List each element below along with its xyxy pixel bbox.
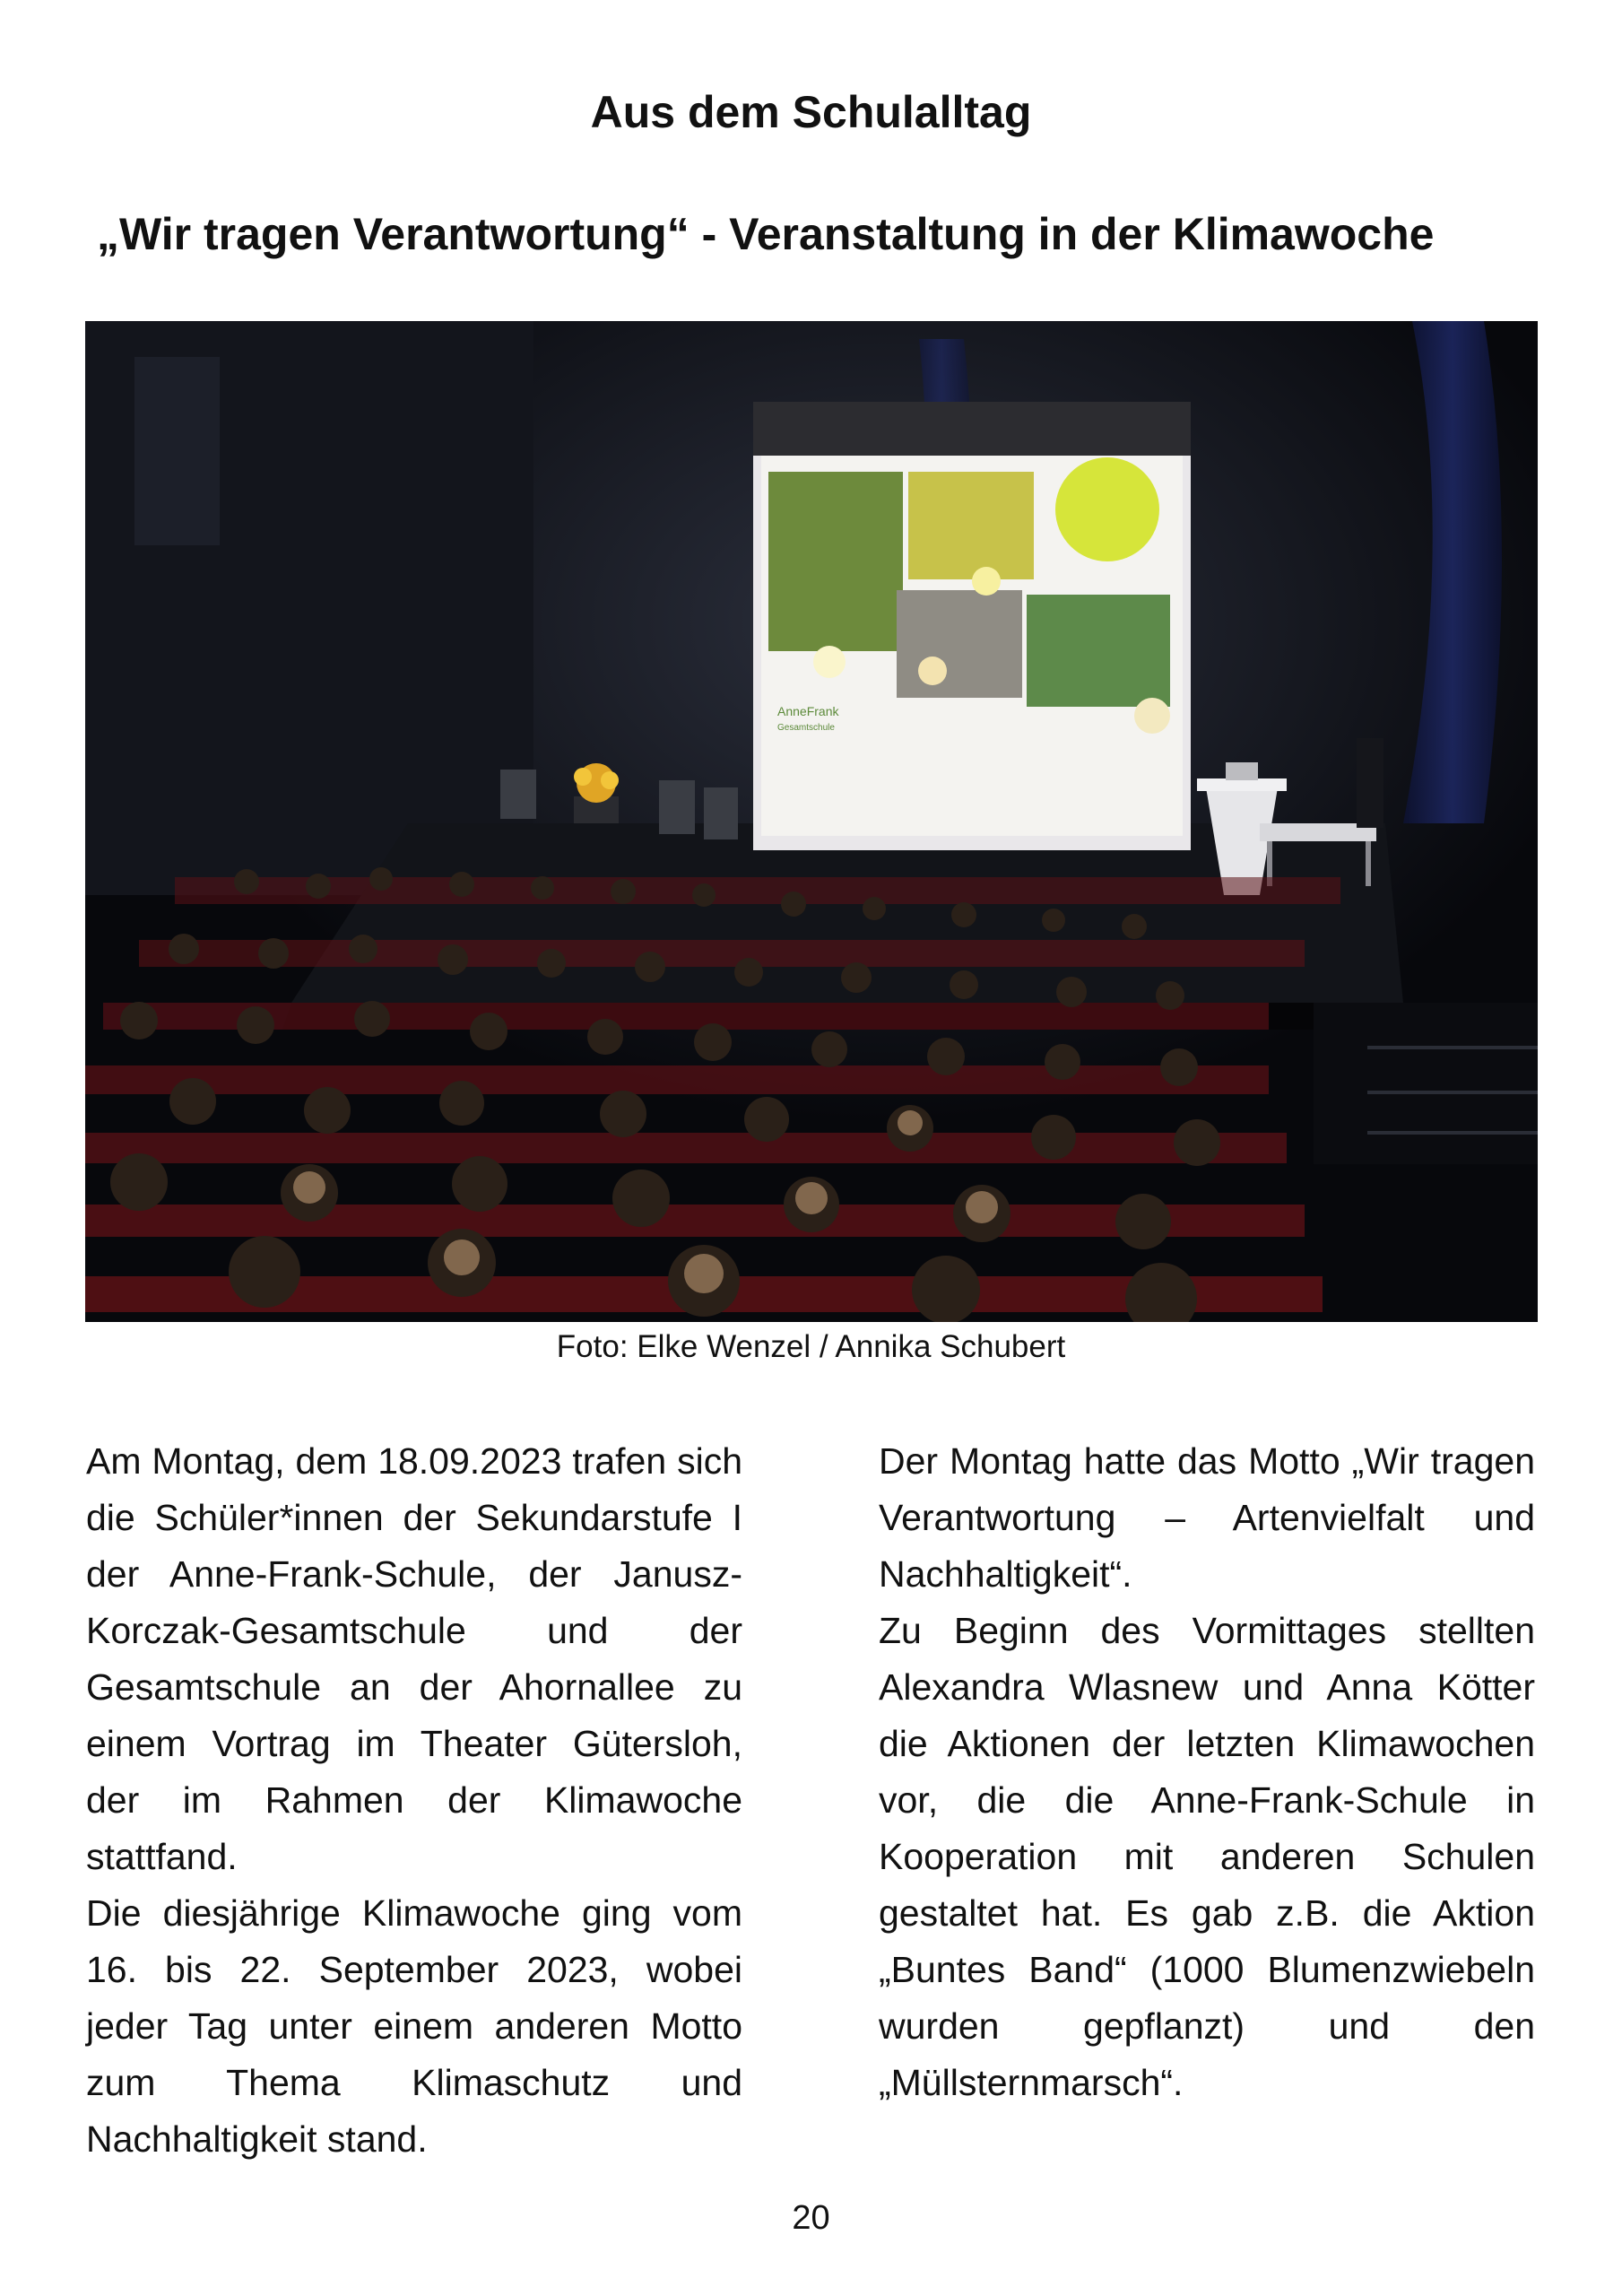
paragraph: Zu Beginn des Vormittages stellten Alexandra Wlasnew und Anna Kötter die Aktionen der letzten Klimawochen vor, die die Anne-Frank-Schule in Kooperation mit anderen Schulen gestaltet hat. Es gab z.B. die Aktion „Buntes Band“ (1000 Blumenzwiebeln wurden gepflanzt) und den „Müllsternmarsch“.	[879, 1610, 1535, 2103]
paragraph: Die diesjährige Klimawoche ging vom 16. bis 22. September 2023, wobei jeder Tag unter einem anderen Motto zum Thema Klimaschutz und Nachhaltigkeit stand.	[86, 1892, 742, 2160]
slide-logo-subtext: Gesamtschule	[777, 723, 835, 733]
photo-caption: Foto: Elke Wenzel / Annika Schubert	[556, 1329, 1066, 1364]
section-title: Aus dem Schulalltag	[590, 87, 1032, 137]
text-column-right	[879, 1433, 1535, 2111]
page-number: 20	[792, 2199, 830, 2237]
article-title: „Wir tragen Verantwortung“ - Veranstaltung in der Klimawoche	[97, 209, 1435, 259]
event-photo	[85, 321, 1538, 1322]
paragraph: Am Montag, dem 18.09.2023 trafen sich die Schüler*innen der Sekundarstufe I der Anne-Frank-Schule, der Janusz-Korczak-Gesamtschule und der Gesamtschule an der Ahornallee zu einem Vortrag im Theater Gütersloh, der im Rahmen der Klimawoche stattfand.	[86, 1440, 742, 1877]
slide-logo-text: AnneFrank	[777, 704, 839, 718]
text-column-left	[86, 1433, 742, 2168]
paragraph: Der Montag hatte das Motto „Wir tragen Verantwortung – Artenvielfalt und Nachhaltigkeit“.	[879, 1440, 1535, 1595]
